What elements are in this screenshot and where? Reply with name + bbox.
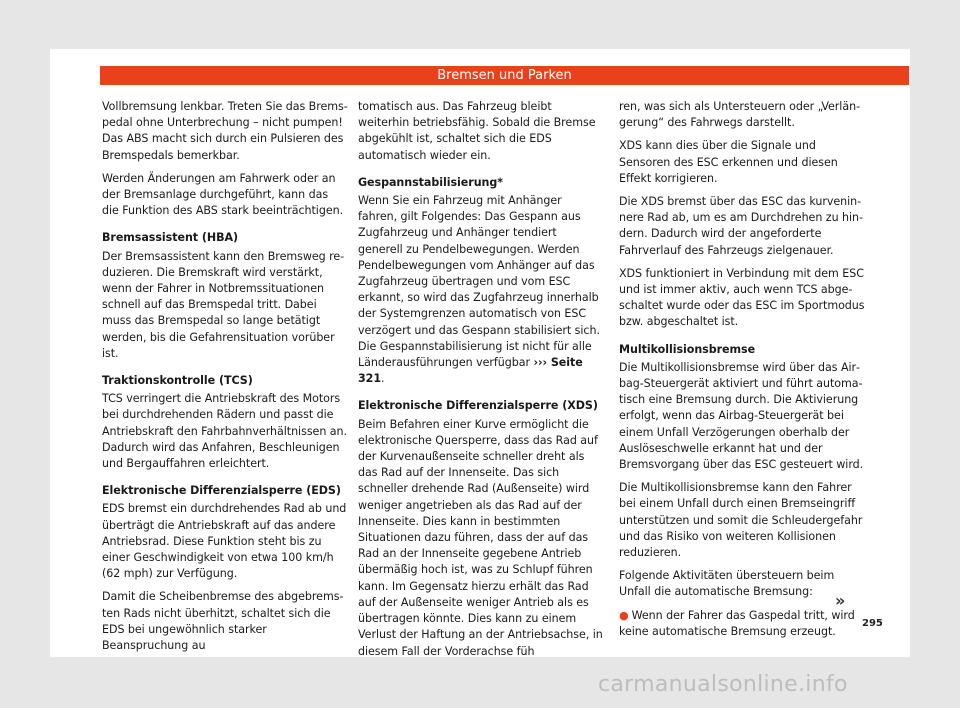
paragraph: EDS bremst ein durchdrehendes Rad ab und überträgt die Antriebskraft auf das andere Antriebsrad. Diese Funktion steht bis zu einer Geschwindigkeit von etwa 100 km/h (62 mph) zur Verfügung. bbox=[102, 502, 347, 581]
paragraph: Vollbremsung lenkbar. Treten Sie das Bremspedal ohne Unterbrechung – nicht pumpen! Das ABS macht sich durch ein Pulsieren des Bremspedals bemerkbar. bbox=[102, 100, 348, 162]
paragraph: Folgende Aktivitäten übersteuern beim Unfall die automatische Bremsung: bbox=[619, 569, 835, 599]
section-heading: Multikollisionsbremse bbox=[619, 342, 756, 356]
watermark: carmanualsonline.info bbox=[598, 672, 848, 697]
text-column-middle bbox=[358, 99, 604, 667]
bullet-icon: ● bbox=[619, 608, 629, 622]
page-reference-link[interactable]: ››› Seite 321 bbox=[358, 356, 583, 386]
bullet-text: Wenn der Fahrer das Gaspedal tritt, wird keine automatische Bremsung erzeugt. bbox=[619, 608, 855, 638]
bullet-item bbox=[619, 608, 865, 640]
paragraph: Beim Befahren einer Kurve ermöglicht die elektronische Quersperre, dass das Rad auf der Kurvenaußenseite schneller dreht als das Rad auf der Innenseite. Das sich schneller drehende Rad (Außenseite) wird weniger angetrieben als das Rad auf der Innenseite. Dies kann in bestimmten Situationen dazu führen, dass der auf das Rad an der Innenseite gegebene Antrieb übermäßig hoch ist, was zu Schlupf führen kann. Im Gegensatz hierzu erhält das Rad auf der Außenseite weniger Antrieb als es übertragen könnte. Dies kann zu einem Verlust der Haftung an der Antriebsachse, in diesem Fall der Vorderachse füh bbox=[358, 417, 603, 658]
page-number: 295 bbox=[862, 618, 883, 629]
paragraph: Der Bremsassistent kann den Bremsweg reduzieren. Die Bremskraft wird verstärkt, wenn der Fahrer in Notbremssituationen schnell auf das Bremspedal tritt. Dabei muss das Bremspedal so lange betätigt werden, bis die Gefahrensituation vorüber ist. bbox=[102, 249, 345, 360]
paragraph: ren, was sich als Untersteuern oder „Verlängerung“ des Fahrwegs darstellt. bbox=[619, 100, 861, 130]
paragraph: Werden Änderungen am Fahrwerk oder an der Bremsanlage durchgeführt, kann das die Funktion des ABS stark beeinträchtigen. bbox=[102, 171, 344, 218]
paragraph-text: Wenn Sie ein Fahrzeug mit Anhänger fahren, gilt Folgendes: Das Gespann aus Zugfahrzeug und Anhänger tendiert generell zu Pendelbewegungen. Werden Pendelbewegungen vom Anhänger auf das Zugfahrzeug übertragen und vom ESC erkannt, so wird das Zugfahrzeug innerhalb der Systemgrenzen automatisch von ESC verzögert und das Gespann stabilisiert sich. Die Gespannstabilisierung ist nicht für alle Länderausführungen verfügbar bbox=[358, 194, 600, 370]
section-heading: Elektronische Differenzialsperre (XDS) bbox=[358, 399, 598, 413]
section-title: Bremsen und Parken bbox=[437, 68, 572, 83]
paragraph: XDS kann dies über die Signale und Sensoren des ESC erkennen und diesen Effekt korrigieren. bbox=[619, 139, 838, 185]
text-column-left bbox=[102, 99, 348, 661]
paragraph-with-reference: Wenn Sie ein Fahrzeug mit Anhänger fahren, gilt Folgendes: Das Gespann aus Zugfahrzeug und Anhänger tendiert generell zu Pendelbewegungen. Werden Pendelbewegungen vom Anhänger auf das Zugfahrzeug übertragen und vom ESC erkannt, so wird das Zugfahrzeug innerhalb der Systemgrenzen automatisch von ESC verzögert und das Gespann stabilisiert sich. Die Gespannstabilisierung ist nicht für alle Länderausführungen verfügbar ››› Seite 321. bbox=[358, 194, 600, 386]
paragraph: XDS funktioniert in Verbindung mit dem ESC und ist immer aktiv, auch wenn TCS abgeschaltet wurde oder das ESC im Sportmodus bzw. abgeschaltet ist. bbox=[619, 266, 865, 329]
text-column-right bbox=[619, 99, 865, 647]
manual-page bbox=[50, 49, 910, 657]
paragraph: tomatisch aus. Das Fahrzeug bleibt weiterhin betriebsfähig. Sobald die Bremse abgekühlt ist, schaltet sich die EDS automatisch wieder ein. bbox=[358, 100, 596, 162]
section-heading: Gespannstabilisierung* bbox=[358, 175, 504, 189]
section-header-bar bbox=[100, 66, 909, 85]
section-heading: Traktionskontrolle (TCS) bbox=[102, 374, 253, 388]
paragraph: Die Multikollisionsbremse wird über das Airbag-Steuergerät aktiviert und führt automatisch eine Bremsung durch. Die Aktivierung erfolgt, wenn das Airbag-Steuergerät bei einem Unfall Verzögerungen oberhalb der Auslöseschwelle erkannt hat und der Bremsvorgang über das ESC gesteuert wird. bbox=[619, 360, 864, 472]
paragraph: Die Multikollisionsbremse kann den Fahrer bei einem Unfall durch einen Bremseingriff unterstützen und somit die Schleudergefahr und das Risiko von weiteren Kollisionen reduzieren. bbox=[619, 481, 863, 560]
paragraph: Damit die Scheibenbremse des abgebremsten Rads nicht überhitzt, schaltet sich die EDS bei ungewöhnlich starker Beanspruchung au bbox=[102, 590, 344, 653]
section-heading: Elektronische Differenzialsperre (EDS) bbox=[102, 484, 341, 498]
continue-arrow-icon: » bbox=[835, 591, 846, 610]
section-heading: Bremsassistent (HBA) bbox=[102, 231, 239, 245]
paragraph: TCS verringert die Antriebskraft des Motors bei durchdrehenden Rädern und passt die Antriebskraft den Fahrbahnverhältnissen an. Dadurch wird das Anfahren, Beschleunigen und Bergauffahren erleichtert. bbox=[102, 392, 347, 471]
paragraph: Die XDS bremst über das ESC das kurveninnere Rad ab, um es am Durchdrehen zu hindern. Dadurch wird der angeforderte Fahrverlauf des Fahrzeugs zielgenauer. bbox=[619, 195, 864, 257]
